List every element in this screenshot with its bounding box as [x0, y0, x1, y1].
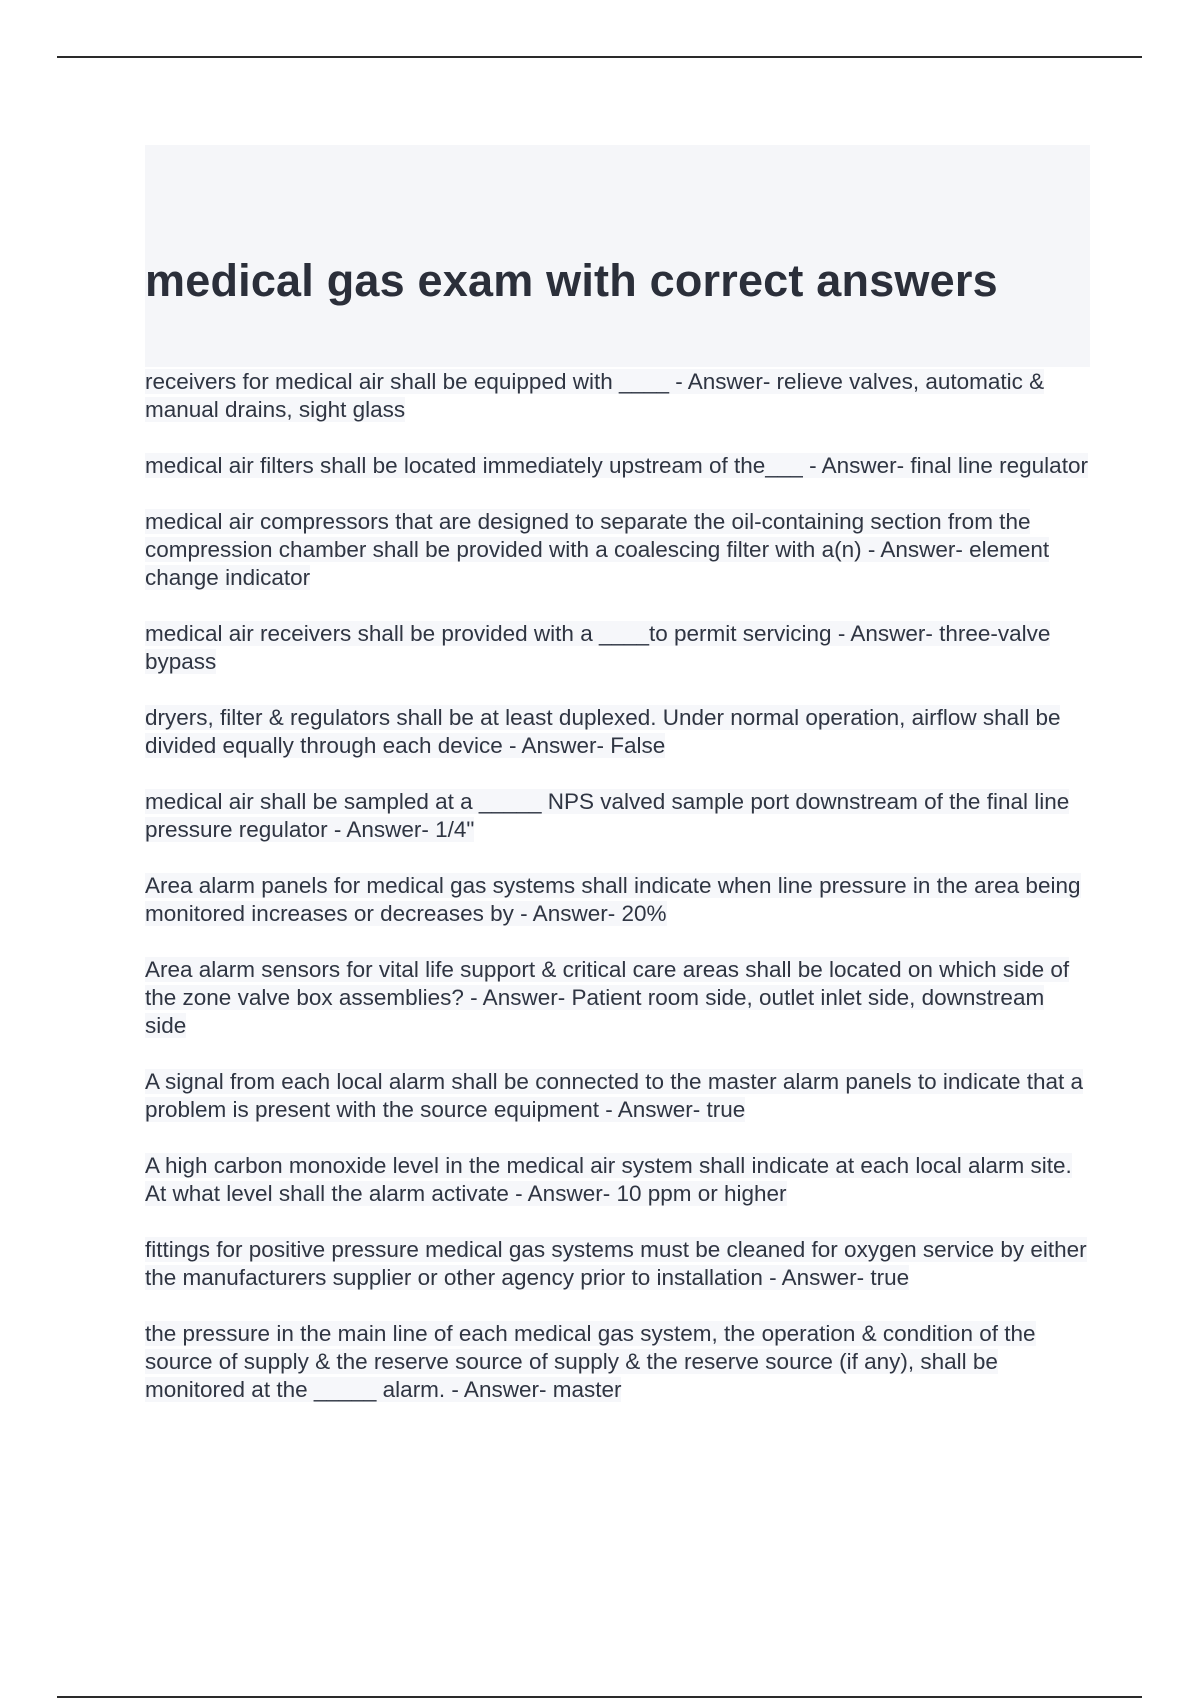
qa-item — [145, 1320, 1090, 1404]
qa-item — [145, 368, 1090, 424]
qa-text: A high carbon monoxide level in the medical air system shall indicate at each local alarm site. At what level shall the alarm activate - Answer- 10 ppm or higher — [145, 1153, 1072, 1206]
top-rule — [57, 56, 1142, 58]
document-title: medical gas exam with correct answers — [145, 255, 998, 306]
qa-item — [145, 1068, 1090, 1124]
qa-item — [145, 788, 1090, 844]
qa-list — [145, 368, 1090, 1432]
qa-text: Area alarm panels for medical gas systems shall indicate when line pressure in the area being monitored increases or decreases by - Answer- 20% — [145, 873, 1081, 926]
bottom-rule — [57, 1696, 1142, 1698]
qa-item — [145, 452, 1090, 480]
qa-item — [145, 1152, 1090, 1208]
qa-text: medical air receivers shall be provided with a ____to permit servicing - Answer- three-valve bypass — [145, 621, 1051, 674]
qa-item — [145, 620, 1090, 676]
qa-item — [145, 956, 1090, 1040]
qa-text: receivers for medical air shall be equipped with ____ - Answer- relieve valves, automatic & manual drains, sight glass — [145, 369, 1045, 422]
qa-text: medical air filters shall be located immediately upstream of the___ - Answer- final line regulator — [145, 453, 1088, 478]
qa-item — [145, 508, 1090, 592]
qa-item — [145, 704, 1090, 760]
qa-text: the pressure in the main line of each medical gas system, the operation & condition of the source of supply & the reserve source of supply & the reserve source (if any), shall be monitored at the _____ alarm. - Answer- master — [145, 1321, 1036, 1402]
qa-text: medical air compressors that are designed to separate the oil-containing section from the compression chamber shall be provided with a coalescing filter with a(n) - Answer- element change indicator — [145, 509, 1050, 590]
qa-text: A signal from each local alarm shall be connected to the master alarm panels to indicate that a problem is present with the source equipment - Answer- true — [145, 1069, 1084, 1122]
qa-text: dryers, filter & regulators shall be at least duplexed. Under normal operation, airflow shall be divided equally through each device - Answer- False — [145, 705, 1061, 758]
qa-text: medical air shall be sampled at a _____ NPS valved sample port downstream of the final line pressure regulator - Answer- 1/4" — [145, 789, 1070, 842]
qa-text: fittings for positive pressure medical gas systems must be cleaned for oxygen service by either the manufacturers supplier or other agency prior to installation - Answer- true — [145, 1237, 1087, 1290]
qa-text: Area alarm sensors for vital life support & critical care areas shall be located on which side of the zone valve box assemblies? - Answer- Patient room side, outlet inlet side, downstream side — [145, 957, 1070, 1038]
qa-item — [145, 872, 1090, 928]
qa-item — [145, 1236, 1090, 1292]
